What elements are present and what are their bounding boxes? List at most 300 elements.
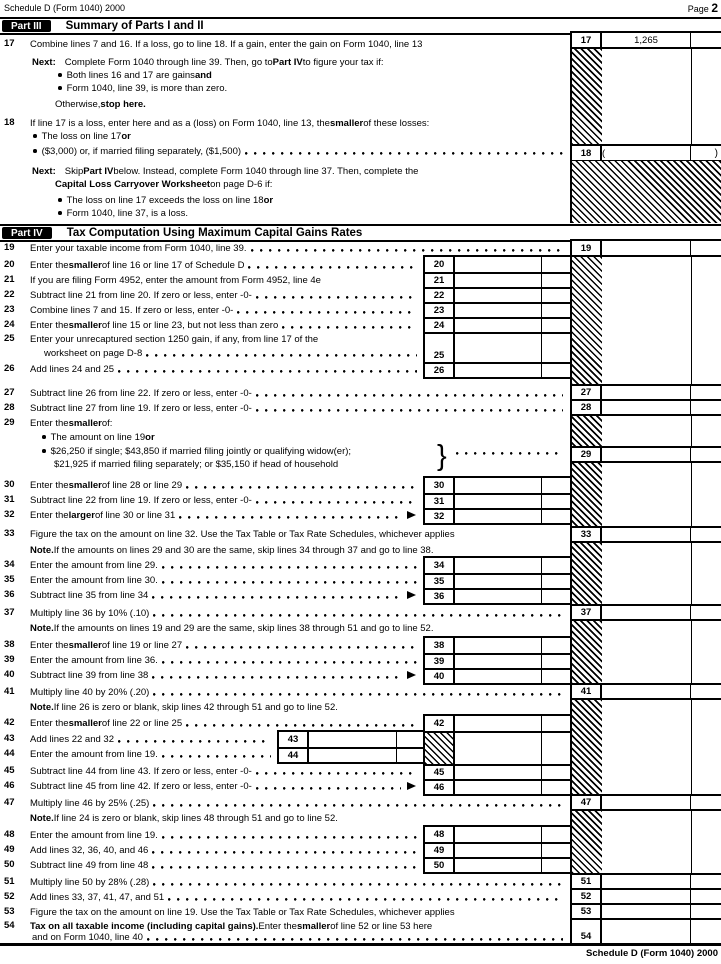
line-text: Subtract line 27 from line 19. If zero or less, enter -0- (30, 402, 252, 414)
line-text: Figure the tax on the amount on line 32. Use the Tax Table or Tax Rate Schedules, whichever applies (30, 528, 455, 540)
line-text: smaller (296, 920, 331, 932)
part4-line-42 (30, 717, 420, 729)
line-26-amount-field[interactable] (455, 364, 541, 377)
entry-box-number: 17 (572, 33, 602, 47)
entry-box-number: 46 (425, 781, 455, 794)
line-text: Note. (30, 622, 54, 634)
line-number-48: 48 (4, 829, 15, 840)
entry-box-number: 21 (425, 274, 455, 287)
line-number-51: 51 (4, 876, 15, 887)
line-49-cents-field[interactable] (541, 844, 570, 857)
line-text: Enter the amount from line 19. (30, 829, 158, 841)
dotted-leader (256, 494, 417, 506)
line-43-amount-field[interactable] (309, 732, 396, 747)
entry-box-number: 35 (425, 575, 455, 588)
dotted-leader (147, 931, 563, 943)
line-number-45: 45 (4, 765, 15, 776)
part3-line-text (58, 207, 568, 219)
line-38-amount-field[interactable] (455, 638, 541, 653)
part4-line-20 (30, 259, 420, 271)
line-text: If you are filing Form 4952, enter the amount from Form 4952, line 4e (30, 274, 321, 286)
line-27-cents-field[interactable] (690, 386, 721, 399)
line-40-amount-field[interactable] (455, 670, 541, 683)
line-33-entry-box (570, 526, 721, 543)
line-text: Subtract line 44 from line 43. If zero or less, enter -0- (30, 765, 252, 777)
entry-box-number: 52 (572, 890, 602, 903)
line-21-amount-field[interactable] (455, 274, 541, 287)
dotted-leader (162, 829, 417, 841)
entry-box-number: 50 (425, 859, 455, 872)
line-24-entry-box (425, 317, 570, 332)
dotted-leader (245, 145, 563, 157)
line-text: smaller (68, 639, 102, 651)
line-21-entry-box (425, 272, 570, 287)
hatched-strip (572, 239, 602, 945)
line-number-44: 44 (4, 748, 15, 759)
hatched-gap-row (425, 731, 570, 764)
part4-line-22 (30, 289, 420, 301)
entry-box-number: 53 (572, 905, 602, 918)
line-text: Enter the (30, 259, 69, 271)
line-text: Subtract line 49 from line 48 (30, 859, 149, 871)
line-text: Add lines 32, 36, 40, and 46 (30, 844, 149, 856)
line-text: Enter the (30, 509, 69, 521)
line-49-entry-box (425, 842, 570, 857)
line-text: Both lines 16 and 17 are gains (66, 69, 195, 81)
line-41-cents-field[interactable] (690, 685, 721, 698)
line-text: smaller (329, 117, 364, 129)
line-45-amount-field[interactable] (455, 766, 541, 779)
line-36-amount-field[interactable] (455, 590, 541, 603)
line-number-39: 39 (4, 654, 15, 665)
line-text: Next: (32, 165, 56, 177)
dotted-leader (248, 259, 417, 271)
part4-line-50 (30, 859, 420, 871)
line-text: The loss on line 17 (41, 130, 122, 142)
part4-line-30 (30, 479, 420, 491)
line-text: smaller (68, 319, 102, 331)
part4-line-38 (30, 639, 420, 651)
entry-box-number: 39 (425, 655, 455, 668)
line-text: Multiply line 50 by 28% (.28) (30, 876, 150, 888)
line-25-cents-field[interactable] (541, 334, 570, 362)
part4-line-23 (30, 304, 420, 316)
line-39-amount-field[interactable] (455, 655, 541, 668)
line-43-cents-field[interactable] (396, 732, 423, 747)
entry-box-number: 27 (572, 386, 602, 399)
line-text: of these losses: (363, 117, 430, 129)
entry-box-number: 43 (279, 732, 309, 747)
line-50-entry-box (425, 857, 570, 872)
line-54-entry-box (570, 918, 721, 945)
line-text: Form 1040, line 39, is more than zero. (66, 82, 228, 94)
line-52-amount-field[interactable] (602, 890, 690, 903)
line-text: Subtract line 26 from line 22. If zero or less, enter -0- (30, 387, 252, 399)
dotted-leader (162, 559, 417, 571)
entry-box-number: 34 (425, 558, 455, 573)
part4-line-text (30, 812, 568, 824)
line-text: The loss on line 17 exceeds the loss on line 18 (66, 194, 264, 206)
line-number-54: 54 (4, 920, 15, 931)
line-51-amount-field[interactable] (602, 875, 690, 888)
right-arrow-icon (407, 671, 416, 679)
part4-line-34 (30, 559, 420, 571)
line-37-cents-field[interactable] (690, 606, 721, 619)
line-text: If line 24 is zero or blank, skip lines 48 through 51 and go to line 52. (53, 812, 338, 824)
line-28-amount-field[interactable] (602, 401, 690, 414)
entry-box-group (423, 825, 572, 874)
line-text: or (121, 130, 131, 142)
line-19-cents-field[interactable] (690, 241, 721, 255)
line-text: and (194, 69, 212, 81)
line-25-entry-box (425, 332, 570, 362)
line-23-entry-box (425, 302, 570, 317)
line-33-cents-field[interactable] (690, 528, 721, 541)
part3-label: Part III (2, 20, 51, 32)
line-text: Add lines 22 and 32 (30, 733, 114, 745)
line-32-cents-field[interactable] (541, 510, 570, 523)
line-25-amount-field[interactable] (455, 334, 541, 362)
line-text: Enter your taxable income from Form 1040, line 39. (30, 242, 247, 254)
line-38-cents-field[interactable] (541, 638, 570, 653)
entry-box-number: 30 (425, 478, 455, 493)
line-48-cents-field[interactable] (541, 827, 570, 842)
line-text: or (263, 194, 274, 206)
line-text: smaller (68, 417, 102, 429)
line-41-amount-field[interactable] (602, 685, 690, 698)
part4-line-text (42, 431, 568, 443)
line-number-37: 37 (4, 607, 15, 618)
line-36-entry-box (425, 588, 570, 603)
line-19-amount-field[interactable] (602, 241, 690, 255)
part3-title: Summary of Parts I and II (65, 20, 204, 32)
part4-line-48 (30, 829, 420, 841)
line-44-cents-field[interactable] (396, 749, 423, 762)
line-text: of line 30 or line 31 (94, 509, 176, 521)
line-23-amount-field[interactable] (455, 304, 541, 317)
line-number-22: 22 (4, 289, 15, 300)
empty-cents-area (541, 733, 570, 764)
entry-box-number: 23 (425, 304, 455, 317)
line-46-amount-field[interactable] (455, 781, 541, 794)
line-31-cents-field[interactable] (541, 495, 570, 508)
part3-line-text (55, 178, 568, 190)
part3-line-text (58, 194, 568, 206)
line-24-cents-field[interactable] (541, 319, 570, 332)
line-52-cents-field[interactable] (690, 890, 721, 903)
line-number-27: 27 (4, 387, 15, 398)
dotted-leader (237, 304, 417, 316)
line-47-cents-field[interactable] (690, 796, 721, 809)
dotted-leader (251, 242, 564, 254)
line-30-amount-field[interactable] (455, 478, 541, 493)
line-26-cents-field[interactable] (541, 364, 570, 377)
part4-line-text (30, 701, 568, 713)
line-text: Multiply line 46 by 25% (.25) (30, 797, 150, 809)
dotted-leader (152, 669, 401, 681)
line-text: Note. (30, 812, 54, 824)
line-text: Combine lines 7 and 16. If a loss, go to line 18. If a gain, enter the gain on Form 1040, line 13 (30, 38, 423, 50)
line-20-amount-field[interactable] (455, 257, 541, 272)
line-46-entry-box (425, 779, 570, 794)
line-text: of line 16 or line 17 of Schedule D (101, 259, 245, 271)
entry-box-number: 20 (425, 257, 455, 272)
line-20-entry-box (425, 257, 570, 272)
line-34-amount-field[interactable] (455, 558, 541, 573)
line-28-entry-box (570, 399, 721, 416)
line-47-amount-field[interactable] (602, 796, 690, 809)
line-text: Subtract line 22 from line 19. If zero or less, enter -0- (30, 494, 252, 506)
line-text: stop here. (100, 98, 146, 110)
line-49-amount-field[interactable] (455, 844, 541, 857)
entry-box-number: 51 (572, 875, 602, 888)
line-48-amount-field[interactable] (455, 827, 541, 842)
line-number-40: 40 (4, 669, 15, 680)
dotted-leader (456, 445, 563, 457)
line-31-entry-box (425, 493, 570, 508)
line-54-amount-field[interactable] (602, 920, 690, 943)
bullet-icon (58, 198, 62, 202)
line-text: on page D-6 if: (210, 178, 273, 190)
page-number: 2 (711, 1, 718, 15)
line-18-amount-field[interactable]: ( (602, 147, 606, 159)
line-35-entry-box (425, 573, 570, 588)
entry-box-group (423, 476, 572, 525)
part4-line-28 (30, 402, 566, 414)
line-text: Complete Form 1040 through line 39. Then, go to (64, 56, 273, 68)
part3-line-text (32, 165, 568, 177)
part4-line-41 (30, 686, 566, 698)
line-text: Subtract line 45 from line 42. If zero or less, enter -0- (30, 780, 252, 792)
line-20-cents-field[interactable] (541, 257, 570, 272)
line-53-amount-field[interactable] (602, 905, 690, 918)
part3-line-text (33, 130, 568, 142)
entry-box-number: 54 (572, 920, 602, 943)
dotted-leader (186, 479, 417, 491)
line-44-amount-field[interactable] (309, 749, 396, 762)
dotted-leader (152, 859, 417, 871)
line-29-amount-field[interactable] (602, 448, 690, 461)
part4-line-40 (30, 669, 404, 681)
line-36-cents-field[interactable] (541, 590, 570, 603)
line-35-cents-field[interactable] (541, 575, 570, 588)
line-text: Next: (32, 56, 56, 68)
line-number-34: 34 (4, 559, 15, 570)
line-39-cents-field[interactable] (541, 655, 570, 668)
line-text: of line 52 or line 53 here (330, 920, 433, 932)
entry-box-number: 44 (279, 749, 309, 762)
entry-box-number: 36 (425, 590, 455, 603)
hatched-block (570, 161, 721, 223)
line-31-amount-field[interactable] (455, 495, 541, 508)
line-35-amount-field[interactable] (455, 575, 541, 588)
line-text: Enter your unrecaptured section 1250 gain, if any, from line 17 of the (30, 333, 319, 345)
line-text: Add lines 33, 37, 41, 47, and 51 (30, 891, 165, 903)
right-arrow-icon (407, 511, 416, 519)
line-24-amount-field[interactable] (455, 319, 541, 332)
dotted-leader (162, 654, 417, 666)
entry-box-number: 22 (425, 289, 455, 302)
part3-line-text (58, 82, 568, 94)
bullet-icon (33, 149, 37, 153)
line-47-entry-box (570, 794, 721, 811)
line-number-19: 19 (4, 242, 15, 253)
part4-line-21 (30, 274, 420, 286)
line-43-entry-box (279, 732, 423, 747)
line-text: Multiply line 40 by 20% (.20) (30, 686, 150, 698)
dotted-leader (153, 876, 563, 888)
line-46-cents-field[interactable] (541, 781, 570, 794)
part4-line-text (44, 347, 420, 359)
dotted-leader (256, 780, 401, 792)
line-40-cents-field[interactable] (541, 670, 570, 683)
line-21-cents-field[interactable] (541, 274, 570, 287)
line29-brace: } (437, 440, 447, 472)
line-text: The amount on line 19 (50, 431, 146, 443)
line-50-cents-field[interactable] (541, 859, 570, 872)
part4-line-26 (30, 363, 420, 375)
line-text: ($3,000) or, if married filing separately, ($1,500) (41, 145, 242, 157)
bullet-icon (33, 134, 37, 138)
line-19-entry-box (570, 239, 721, 257)
line-number-18: 18 (4, 117, 15, 128)
line-number-43: 43 (4, 733, 15, 744)
line-50-amount-field[interactable] (455, 859, 541, 872)
dotted-leader (186, 639, 417, 651)
line-17-amount-field[interactable]: 1,265 (634, 34, 658, 46)
part3-line-text (32, 56, 568, 68)
line-32-amount-field[interactable] (455, 510, 541, 523)
dotted-leader (153, 607, 563, 619)
line-text: Enter the amount from line 30. (30, 574, 158, 586)
line-28-cents-field[interactable] (690, 401, 721, 414)
entry-box-group (277, 730, 425, 764)
line-number-49: 49 (4, 844, 15, 855)
line-text: Note. (30, 701, 54, 713)
entry-box-group (423, 636, 572, 685)
line-54-cents-field[interactable] (690, 920, 721, 943)
line-text: Tax on all taxable income (including capital gains). (30, 920, 259, 932)
line-22-amount-field[interactable] (455, 289, 541, 302)
page-indicator (688, 1, 718, 15)
line-42-cents-field[interactable] (541, 716, 570, 731)
bullet-icon (42, 449, 46, 453)
line-number-50: 50 (4, 859, 15, 870)
part4-line-47 (30, 797, 566, 809)
entry-box-number: 45 (425, 766, 455, 779)
dotted-leader (282, 319, 417, 331)
bullet-icon (42, 435, 46, 439)
entry-box-group (423, 255, 572, 379)
line-text: $26,250 if single; $43,850 if married filing jointly or qualifying widow(er); (50, 445, 352, 457)
dotted-leader (186, 717, 417, 729)
part3-line-18 (30, 117, 566, 129)
dotted-leader (256, 387, 563, 399)
part4-line-43 (30, 733, 274, 745)
part4-line-32 (30, 509, 404, 521)
line-26-entry-box (425, 362, 570, 377)
dotted-leader (152, 589, 401, 601)
line-44-entry-box (279, 747, 423, 762)
entry-box-number: 18 (572, 146, 602, 160)
form-id-text: Schedule D (Form 1040) 2000 (4, 3, 126, 13)
line-text: Enter the amount from line 29. (30, 559, 158, 571)
line-33-amount-field[interactable] (602, 528, 690, 541)
line-number-38: 38 (4, 639, 15, 650)
dotted-leader (118, 363, 417, 375)
line-number-17: 17 (4, 38, 15, 49)
line-text: Subtract line 21 from line 20. If zero or less, enter -0- (30, 289, 252, 301)
entry-box-number: 31 (425, 495, 455, 508)
line-45-entry-box (425, 764, 570, 779)
dotted-leader (179, 509, 401, 521)
line-text: Subtract line 35 from line 34 (30, 589, 149, 601)
line-29-cents-field[interactable] (690, 448, 721, 461)
part4-line-51 (30, 876, 566, 888)
line-number-25: 25 (4, 333, 15, 344)
line-53-cents-field[interactable] (690, 905, 721, 918)
line-text: smaller (68, 717, 102, 729)
right-arrow-icon (407, 782, 416, 790)
line-34-cents-field[interactable] (541, 558, 570, 573)
line-45-cents-field[interactable] (541, 766, 570, 779)
line-text: If line 17 is a loss, enter here and as a (loss) on Form 1040, line 13, the (30, 117, 330, 129)
line-22-cents-field[interactable] (541, 289, 570, 302)
dotted-leader (146, 347, 417, 359)
line-23-cents-field[interactable] (541, 304, 570, 317)
line-30-cents-field[interactable] (541, 478, 570, 493)
entry-box-number: 26 (425, 364, 455, 377)
line-29-entry-box (570, 446, 721, 463)
dotted-leader (153, 797, 563, 809)
dotted-leader (256, 402, 563, 414)
part4-line-39 (30, 654, 420, 666)
bullet-icon (58, 73, 62, 77)
part4-line-31 (30, 494, 420, 506)
line-27-amount-field[interactable] (602, 386, 690, 399)
entry-box-group (423, 556, 572, 605)
part4-line-52 (30, 891, 566, 903)
line-37-amount-field[interactable] (602, 606, 690, 619)
part3-line-text (58, 69, 568, 81)
part4-line-19 (30, 242, 566, 254)
line-number-53: 53 (4, 906, 15, 917)
line-18-entry-box (570, 144, 721, 162)
line-22-entry-box (425, 287, 570, 302)
bullet-icon (58, 86, 62, 90)
page-label: Page (687, 4, 709, 14)
line-text: Part IV (83, 165, 114, 177)
dotted-leader (162, 748, 271, 760)
line-text: worksheet on page D-8 (44, 347, 143, 359)
line-text: If the amounts on lines 29 and 30 are the same, skip lines 34 through 37 and go to line 38. (53, 544, 434, 556)
line-17-entry-box (570, 31, 721, 49)
entry-box-number: 37 (572, 606, 602, 619)
line-text: smaller (68, 259, 102, 271)
line-number-52: 52 (4, 891, 15, 902)
line-18-cents-field[interactable]: ) (690, 146, 721, 160)
line-42-entry-box (425, 716, 570, 731)
part4-label: Part IV (2, 227, 52, 239)
line-51-cents-field[interactable] (690, 875, 721, 888)
line-17-cents-field[interactable] (690, 33, 721, 47)
line-42-amount-field[interactable] (455, 716, 541, 731)
dotted-leader (152, 844, 417, 856)
line-text: Enter the (30, 639, 69, 651)
part4-line-44 (30, 748, 274, 760)
part3-line-17 (30, 38, 566, 50)
part3-line-text (55, 98, 568, 110)
